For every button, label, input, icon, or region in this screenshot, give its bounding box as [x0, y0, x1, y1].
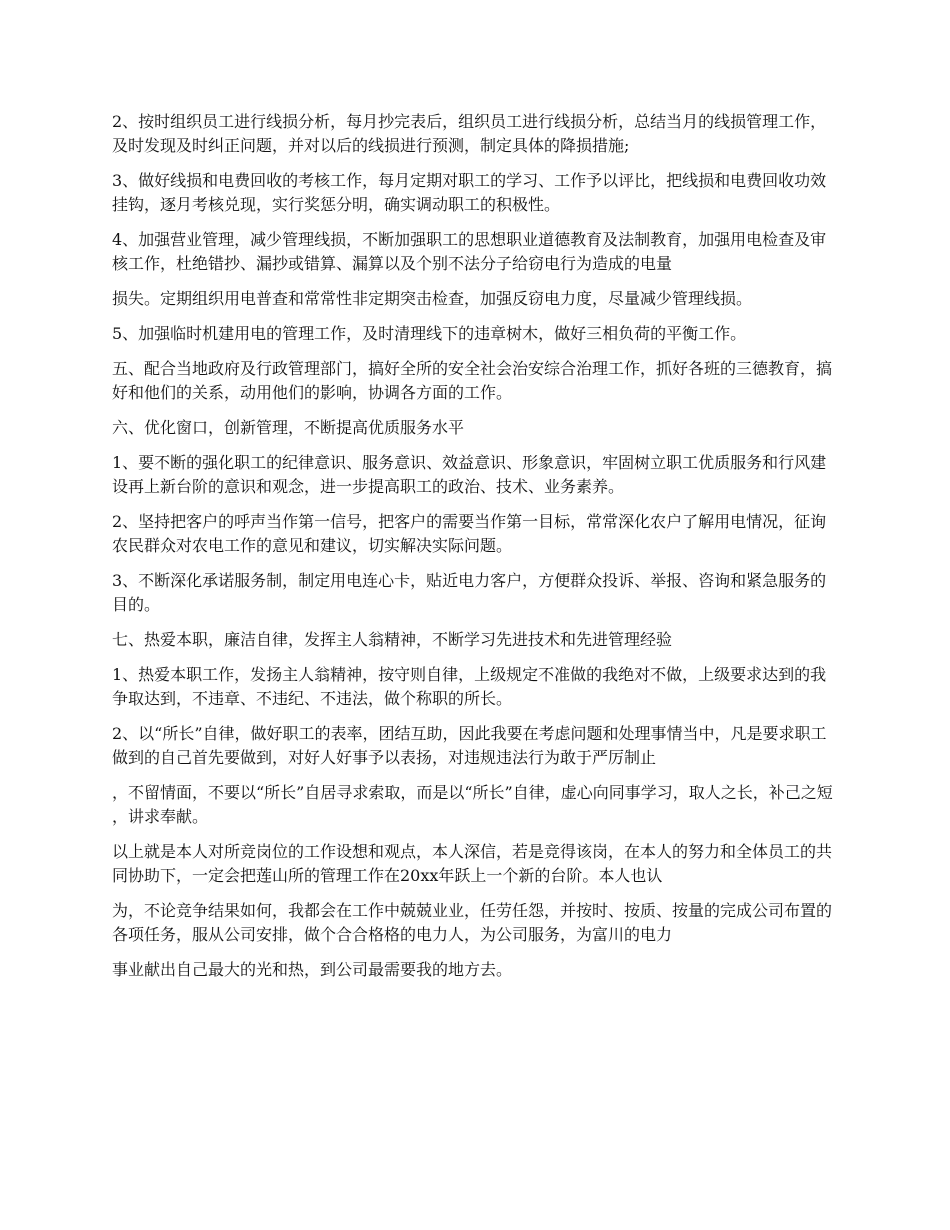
paragraph-8: 1、要不断的强化职工的纪律意识、服务意识、效益意识、形象意识，牢固树立职工优质服务和行风建设再上新台阶的意识和观念，进一步提高职工的政治、技术、业务素养。	[112, 453, 827, 496]
paragraph-2: 3、做好线损和电费回收的考核工作，每月定期对职工的学习、工作予以评比，把线损和电费回收功效挂钩，逐月考核兑现，实行奖惩分明，确实调动职工的积极性。	[112, 171, 827, 214]
paragraph-10: 3、不断深化承诺服务制，制定用电连心卡，贴近电力客户，方便群众投诉、举报、咨询和紧急服务的目的。	[112, 571, 827, 614]
paragraph-12: 1、热爱本职工作，发扬主人翁精神，按守则自律，上级规定不准做的我绝对不做，上级要求达到的我争取达到，不违章、不违纪、不违法，做个称职的所长。	[112, 665, 827, 708]
paragraph-1: 2、按时组织员工进行线损分析，每月抄完表后，组织员工进行线损分析，总结当月的线损管理工作，及时发现及时纠正问题，并对以后的线损进行预测，制定具体的降损措施;	[112, 112, 827, 155]
section-heading-5: 五、配合当地政府及行政管理部门，搞好全所的安全社会治安综合治理工作，抓好各班的三德教育，搞好和他们的关系，动用他们的影响，协调各方面的工作。	[112, 359, 833, 402]
paragraph-4: 损失。定期组织用电普查和常常性非定期突击检查，加强反窃电力度，尽量减少管理线损。	[112, 289, 753, 308]
paragraph-14: ，不留情面，不要以“所长”自居寻求索取，而是以“所长”自律，虚心向同事学习，取人之长，补己之短，讲求奉献。	[112, 783, 833, 826]
paragraph-13: 2、以“所长”自律，做好职工的表率，团结互助，因此我要在考虑问题和处理事情当中，凡是要求职工做到的自己首先要做到，对好人好事予以表扬，对违规违法行为敢于严厉制止	[112, 724, 827, 767]
section-heading-7: 七、热爱本职，廉洁自律，发挥主人翁精神，不断学习先进技术和先进管理经验	[112, 630, 673, 649]
paragraph-16: 为，不论竞争结果如何，我都会在工作中兢兢业业，任劳任怨，并按时、按质、按量的完成公司布置的各项任务，服从公司安排，做个合合格格的电力人，为公司服务，为富川的电力	[112, 901, 833, 944]
paragraph-15: 以上就是本人对所竞岗位的工作设想和观点，本人深信，若是竞得该岗，在本人的努力和全体员工的共同协助下，一定会把莲山所的管理工作在20xx年跃上一个新的台阶。本人也认	[112, 842, 833, 885]
paragraph-17: 事业献出自己最大的光和热，到公司最需要我的地方去。	[112, 960, 513, 979]
section-heading-6: 六、优化窗口，创新管理，不断提高优质服务水平	[112, 418, 465, 437]
document-body	[112, 110, 842, 993]
paragraph-5: 5、加强临时机建用电的管理工作，及时清理线下的违章树木，做好三相负荷的平衡工作。	[112, 324, 747, 343]
paragraph-9: 2、坚持把客户的呼声当作第一信号，把客户的需要当作第一目标，常常深化农户了解用电情况，征询农民群众对农电工作的意见和建议，切实解决实际问题。	[112, 512, 827, 555]
paragraph-3: 4、加强营业管理，减少管理线损，不断加强职工的思想职业道德教育及法制教育，加强用电检查及审核工作，杜绝错抄、漏抄或错算、漏算以及个别不法分子给窃电行为造成的电量	[112, 230, 827, 273]
